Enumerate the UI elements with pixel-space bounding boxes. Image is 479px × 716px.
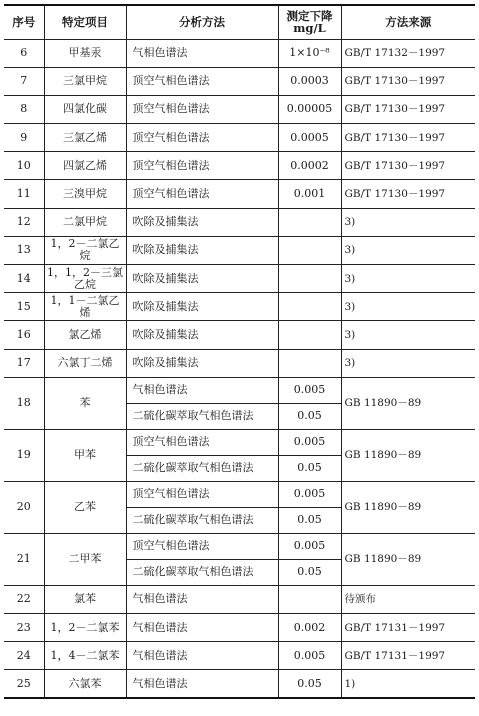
row-detection-limit — [278, 236, 341, 264]
row-item: 二氯甲烷 — [44, 208, 126, 236]
row-number: 6 — [4, 39, 44, 67]
row-method: 顶空气相色谱法 — [126, 180, 278, 208]
row-method: 二硫化碳萃取气相色谱法 — [126, 403, 278, 429]
row-method: 气相色谱法 — [126, 613, 278, 641]
table-row — [4, 349, 475, 377]
row-source: GB/T 17130－1997 — [341, 152, 475, 180]
row-method: 二硫化碳萃取气相色谱法 — [126, 455, 278, 481]
row-method: 二硫化碳萃取气相色谱法 — [126, 559, 278, 585]
table-row — [4, 429, 475, 455]
table-row — [4, 613, 475, 641]
row-source: GB/T 17130－1997 — [341, 67, 475, 95]
table-row — [4, 236, 475, 264]
row-item: 二甲苯 — [44, 533, 126, 585]
row-number: 24 — [4, 642, 44, 670]
row-method: 顶空气相色谱法 — [126, 481, 278, 507]
table-row — [4, 321, 475, 349]
row-source: 3) — [341, 236, 475, 264]
row-source: GB/T 17130－1997 — [341, 124, 475, 152]
row-item: 乙苯 — [44, 481, 126, 533]
row-method: 气相色谱法 — [126, 377, 278, 403]
row-method: 顶空气相色谱法 — [126, 533, 278, 559]
table-row — [4, 293, 475, 321]
row-detection-limit: 0.0002 — [278, 152, 341, 180]
row-item: 三氯乙烯 — [44, 124, 126, 152]
row-item: 六氯苯 — [44, 670, 126, 698]
table-row — [4, 67, 475, 95]
row-method: 气相色谱法 — [126, 585, 278, 613]
table-row — [4, 152, 475, 180]
header-detection-limit: 测定下降 mg/L — [278, 5, 341, 39]
table-row — [4, 533, 475, 559]
row-source: GB/T 17130－1997 — [341, 95, 475, 123]
row-source: 3) — [341, 265, 475, 293]
row-detection-limit: 0.005 — [278, 429, 341, 455]
row-number: 12 — [4, 208, 44, 236]
row-method: 吹除及捕集法 — [126, 349, 278, 377]
row-method: 气相色谱法 — [126, 642, 278, 670]
row-detection-limit: 0.005 — [278, 533, 341, 559]
header-item: 特定项目 — [44, 5, 126, 39]
row-number: 9 — [4, 124, 44, 152]
row-number: 16 — [4, 321, 44, 349]
row-source: 3) — [341, 208, 475, 236]
row-method: 顶空气相色谱法 — [126, 124, 278, 152]
row-method: 吹除及捕集法 — [126, 236, 278, 264]
row-item: 三氯甲烷 — [44, 67, 126, 95]
row-detection-limit — [278, 585, 341, 613]
row-detection-limit — [278, 208, 341, 236]
row-number: 18 — [4, 377, 44, 429]
table-row — [4, 377, 475, 403]
row-source: GB/T 17130－1997 — [341, 180, 475, 208]
row-number: 14 — [4, 265, 44, 293]
row-detection-limit: 0.00005 — [278, 95, 341, 123]
row-detection-limit: 0.001 — [278, 180, 341, 208]
row-item: 四氯化碳 — [44, 95, 126, 123]
header-method: 分析方法 — [126, 5, 278, 39]
row-item: 三溴甲烷 — [44, 180, 126, 208]
row-method: 顶空气相色谱法 — [126, 67, 278, 95]
row-detection-limit — [278, 293, 341, 321]
row-number: 10 — [4, 152, 44, 180]
row-number: 23 — [4, 613, 44, 641]
row-detection-limit: 0.05 — [278, 670, 341, 698]
row-detection-limit: 0.002 — [278, 613, 341, 641]
row-number: 7 — [4, 67, 44, 95]
row-method: 吹除及捕集法 — [126, 293, 278, 321]
row-item: 1，1－二氯乙烯 — [44, 293, 126, 321]
row-source: 1) — [341, 670, 475, 698]
table-row — [4, 585, 475, 613]
table-row — [4, 670, 475, 698]
row-detection-limit: 0.05 — [278, 455, 341, 481]
row-item: 氯苯 — [44, 585, 126, 613]
row-method: 吹除及捕集法 — [126, 208, 278, 236]
row-method: 顶空气相色谱法 — [126, 95, 278, 123]
row-method: 顶空气相色谱法 — [126, 429, 278, 455]
row-item: 六氯丁二烯 — [44, 349, 126, 377]
row-number: 20 — [4, 481, 44, 533]
table-row — [4, 39, 475, 67]
row-detection-limit: 0.0003 — [278, 67, 341, 95]
table-row — [4, 642, 475, 670]
row-source: 3) — [341, 293, 475, 321]
row-detection-limit: 0.005 — [278, 481, 341, 507]
row-source: GB 11890－89 — [341, 481, 475, 533]
row-number: 21 — [4, 533, 44, 585]
row-number: 22 — [4, 585, 44, 613]
row-detection-limit — [278, 265, 341, 293]
row-method: 气相色谱法 — [126, 670, 278, 698]
table-header-row — [4, 5, 475, 39]
table-row — [4, 124, 475, 152]
row-item: 甲基汞 — [44, 39, 126, 67]
row-number: 25 — [4, 670, 44, 698]
row-source: GB/T 17132－1997 — [341, 39, 475, 67]
row-source: 3) — [341, 321, 475, 349]
row-detection-limit: 0.005 — [278, 377, 341, 403]
row-source: 3) — [341, 349, 475, 377]
table-row — [4, 481, 475, 507]
row-number: 17 — [4, 349, 44, 377]
row-detection-limit: 0.05 — [278, 559, 341, 585]
row-item: 1，1，2－三氯乙烷 — [44, 265, 126, 293]
row-detection-limit: 0.05 — [278, 403, 341, 429]
row-source: 待颁布 — [341, 585, 475, 613]
row-source: GB/T 17131－1997 — [341, 613, 475, 641]
row-number: 15 — [4, 293, 44, 321]
row-source: GB/T 17131－1997 — [341, 642, 475, 670]
row-detection-limit: 0.05 — [278, 507, 341, 533]
row-detection-limit: 0.005 — [278, 642, 341, 670]
row-item: 1，2－二氯苯 — [44, 613, 126, 641]
row-item: 苯 — [44, 377, 126, 429]
row-method: 吹除及捕集法 — [126, 321, 278, 349]
table-row — [4, 180, 475, 208]
row-item: 1，4－二氯苯 — [44, 642, 126, 670]
header-number: 序号 — [4, 5, 44, 39]
row-method: 顶空气相色谱法 — [126, 152, 278, 180]
row-number: 11 — [4, 180, 44, 208]
row-detection-limit — [278, 349, 341, 377]
row-detection-limit: 0.0005 — [278, 124, 341, 152]
row-item: 氯乙烯 — [44, 321, 126, 349]
standards-table — [4, 4, 475, 699]
row-number: 19 — [4, 429, 44, 481]
row-method: 气相色谱法 — [126, 39, 278, 67]
table-row — [4, 95, 475, 123]
row-item: 甲苯 — [44, 429, 126, 481]
row-source: GB 11890－89 — [341, 377, 475, 429]
row-method: 二硫化碳萃取气相色谱法 — [126, 507, 278, 533]
row-method: 吹除及捕集法 — [126, 265, 278, 293]
row-source: GB 11890－89 — [341, 533, 475, 585]
row-item: 1，2－二氯乙烷 — [44, 236, 126, 264]
row-number: 8 — [4, 95, 44, 123]
row-source: GB 11890－89 — [341, 429, 475, 481]
row-number: 13 — [4, 236, 44, 264]
table-row — [4, 208, 475, 236]
header-source: 方法来源 — [341, 5, 475, 39]
table-row — [4, 265, 475, 293]
table-body — [4, 39, 475, 698]
row-detection-limit: 1×10⁻⁸ — [278, 39, 341, 67]
row-item: 四氯乙烯 — [44, 152, 126, 180]
row-detection-limit — [278, 321, 341, 349]
